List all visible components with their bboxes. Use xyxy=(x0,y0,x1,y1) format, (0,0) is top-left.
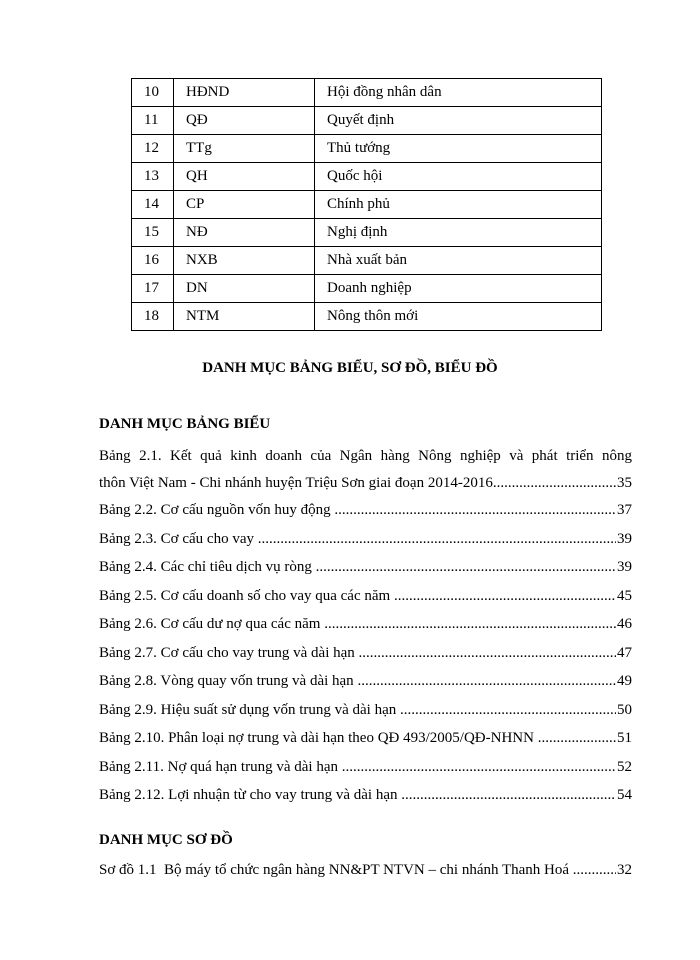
toc-entry-title: Bảng 2.3. Cơ cấu cho vay xyxy=(99,530,258,547)
abbreviation-meaning: Hội đồng nhân dân xyxy=(315,79,602,107)
toc-entry-first-cont: thôn Việt Nam - Chi nhánh huyện Triệu Sơn giai đoạn 2014-2016 ..... 35 xyxy=(99,473,632,493)
row-number: 11 xyxy=(132,107,174,135)
toc-entry xyxy=(99,614,632,634)
toc-entry-page: 50 xyxy=(617,701,632,718)
table-row xyxy=(132,303,602,331)
toc-entry xyxy=(99,785,632,805)
abbreviation-code: DN xyxy=(174,275,315,303)
table-row xyxy=(132,191,602,219)
leader-dots xyxy=(342,757,616,777)
leader-dots xyxy=(538,728,616,748)
leader-dots xyxy=(334,500,616,520)
abbreviation-code: HĐND xyxy=(174,79,315,107)
toc-entry xyxy=(99,529,632,549)
toc-entry-title: Bảng 2.12. Lợi nhuận từ cho vay trung và dài hạn xyxy=(99,787,402,803)
leader-dots xyxy=(324,614,616,634)
toc-entry-page: 51 xyxy=(617,730,632,746)
leader-dots xyxy=(400,700,616,720)
abbreviation-meaning: Chính phủ xyxy=(315,191,602,219)
leader-dots xyxy=(401,785,616,805)
toc-entry-title: Bảng 2.4. Các chỉ tiêu dịch vụ ròng xyxy=(99,559,316,575)
abbreviation-meaning: Doanh nghiệp xyxy=(315,275,602,303)
table-row xyxy=(132,79,602,107)
abbreviation-meaning: Quốc hội xyxy=(315,163,602,191)
row-number: 15 xyxy=(132,219,174,247)
toc-entry-title: Bảng 2.5. Cơ cấu doanh số cho vay qua các năm xyxy=(99,587,394,604)
abbreviation-code: NĐ xyxy=(174,219,315,247)
table-row xyxy=(132,275,602,303)
toc-entry-page: 45 xyxy=(617,587,632,604)
abbreviation-code: QH xyxy=(174,163,315,191)
toc-entry-title: Bảng 2.7. Cơ cấu cho vay trung và dài hạn xyxy=(99,644,359,661)
toc-entry-page: 54 xyxy=(617,787,632,803)
toc-entry xyxy=(99,557,632,577)
leader-dots xyxy=(359,643,616,663)
toc-entry-page: 52 xyxy=(617,758,632,775)
leader-dots xyxy=(573,860,616,880)
abbreviation-code: QĐ xyxy=(174,107,315,135)
abbreviation-meaning: Nông thôn mới xyxy=(315,303,602,331)
row-number: 17 xyxy=(132,275,174,303)
toc-entry-title: Bảng 2.9. Hiệu suất sử dụng vốn trung và dài hạn xyxy=(99,701,401,718)
row-number: 13 xyxy=(132,163,174,191)
abbreviation-code: TTg xyxy=(174,135,315,163)
toc-entry-title: Bảng 2.2. Cơ cấu nguồn vốn huy động xyxy=(99,502,335,518)
leader-dots xyxy=(258,529,616,549)
table-row xyxy=(132,135,602,163)
table-row xyxy=(132,247,602,275)
abbreviation-meaning: Nghị định xyxy=(315,219,602,247)
diagram-entry-page: 32 xyxy=(617,862,632,878)
toc-entry xyxy=(99,500,632,520)
abbreviation-meaning: Nhà xuất bản xyxy=(315,247,602,275)
abbreviation-table xyxy=(131,78,602,331)
table-row xyxy=(132,219,602,247)
row-number: 16 xyxy=(132,247,174,275)
leader-dots xyxy=(316,557,616,577)
leader-dots xyxy=(357,671,616,691)
abbreviation-code: NXB xyxy=(174,247,315,275)
toc-entry-page: 37 xyxy=(617,502,632,518)
abbreviation-meaning: Thủ tướng xyxy=(315,135,602,163)
abbreviation-meaning: Quyết định xyxy=(315,107,602,135)
toc-entry-page: 49 xyxy=(617,673,632,689)
toc-entry xyxy=(99,586,632,606)
leader-dots xyxy=(394,586,616,606)
toc-entry-title: Bảng 2.6. Cơ cấu dư nợ qua các năm xyxy=(99,616,325,632)
table-row xyxy=(132,107,602,135)
row-number: 14 xyxy=(132,191,174,219)
toc-entry-page: 46 xyxy=(617,616,632,632)
toc-entry xyxy=(99,671,632,691)
toc-entry xyxy=(99,728,632,748)
row-number: 18 xyxy=(132,303,174,331)
table-row xyxy=(132,163,602,191)
section-title: DANH MỤC BẢNG BIỂU, SƠ ĐỒ, BIỂU ĐỒ xyxy=(202,360,498,376)
toc-entry-page: 39 xyxy=(617,530,632,547)
row-number: 12 xyxy=(132,135,174,163)
tables-heading: DANH MỤC BẢNG BIỂU xyxy=(99,416,271,432)
toc-entry xyxy=(99,643,632,663)
toc-entry-title: Bảng 2.11. Nợ quá hạn trung và dài hạn xyxy=(99,758,342,775)
diagram-entry-title: Sơ đồ 1.1 Bộ máy tổ chức ngân hàng NN&PT NTVN – chi nhánh Thanh Hoá xyxy=(99,862,573,878)
diagrams-heading: DANH MỤC SƠ ĐỒ xyxy=(99,832,233,848)
toc-entry xyxy=(99,700,632,720)
diagram-entry xyxy=(99,860,632,880)
toc-entry-title: Bảng 2.8. Vòng quay vốn trung và dài hạn xyxy=(99,673,358,689)
abbreviation-code: CP xyxy=(174,191,315,219)
toc-entry-first-line: Bảng 2.1. Kết quả kinh doanh của Ngân hàng Nông nghiệp và phát triển nông xyxy=(99,448,632,464)
toc-entry-page: 47 xyxy=(617,644,632,661)
abbreviation-code: NTM xyxy=(174,303,315,331)
toc-entry-page: 39 xyxy=(617,559,632,575)
row-number: 10 xyxy=(132,79,174,107)
toc-entry-title: Bảng 2.10. Phân loại nợ trung và dài hạn theo QĐ 493/2005/QĐ-NHNN xyxy=(99,730,538,746)
toc-entry xyxy=(99,757,632,777)
